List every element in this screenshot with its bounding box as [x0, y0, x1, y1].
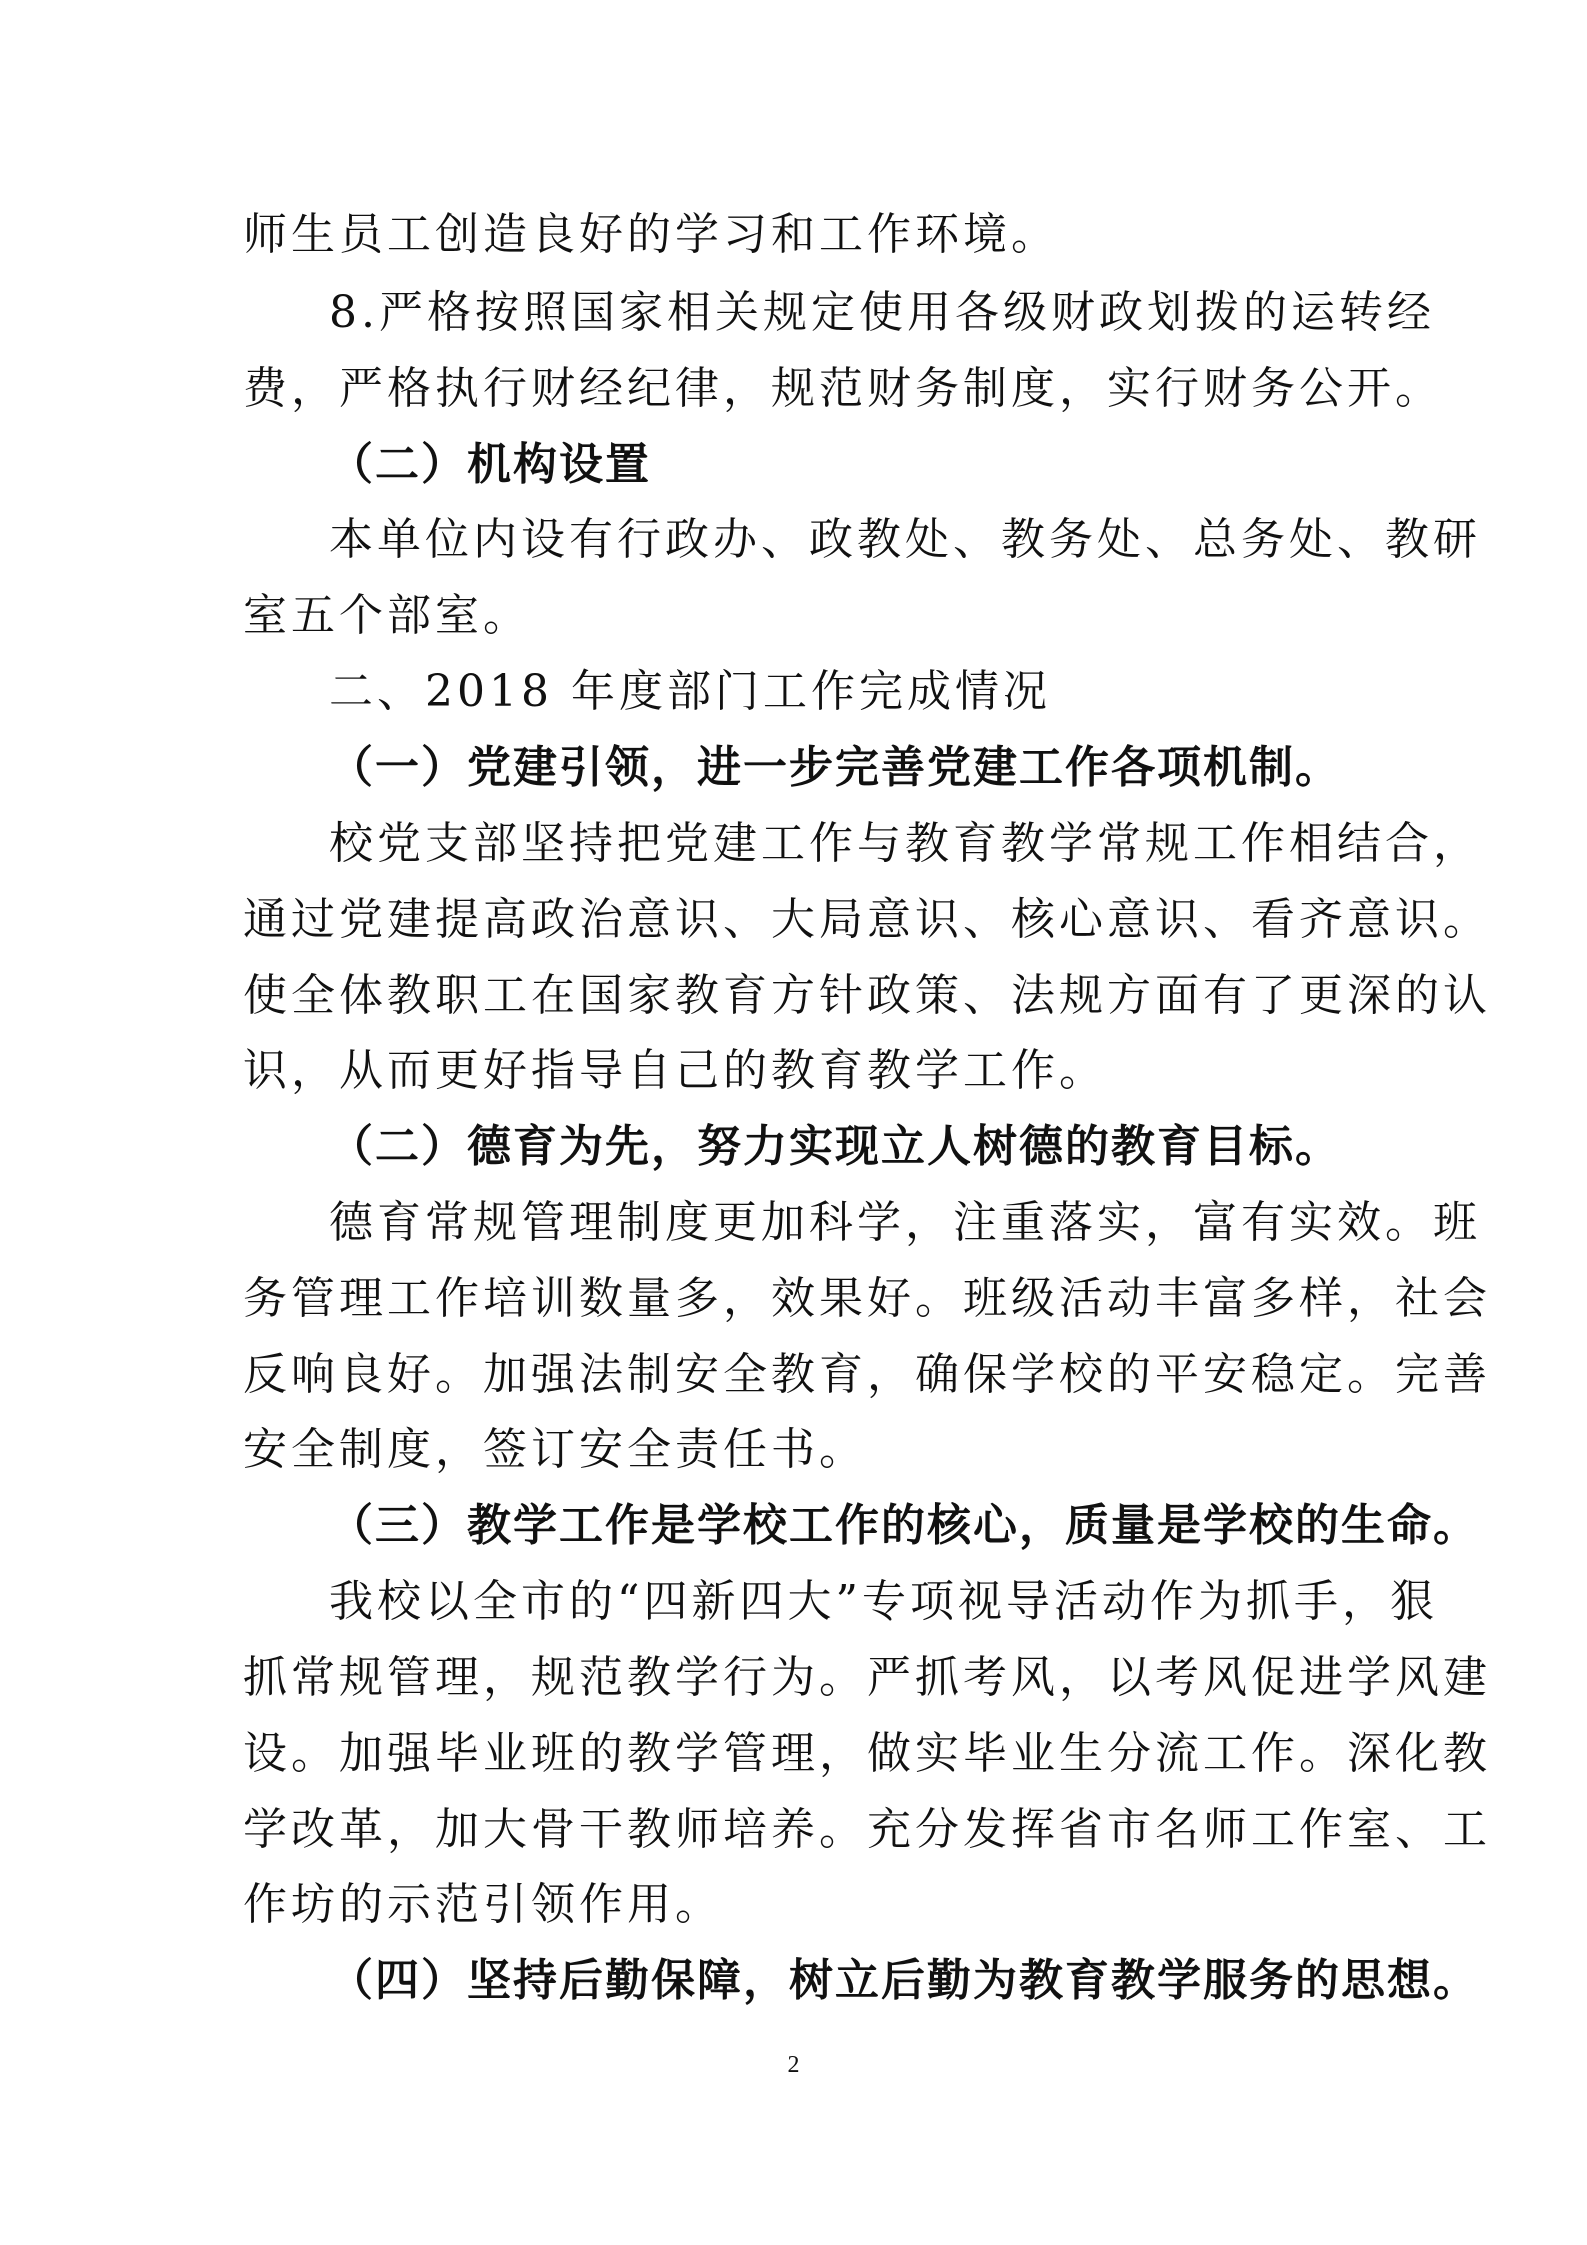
paragraph-line: 8.严格按照国家相关规定使用各级财政划拨的运转经: [329, 287, 1435, 338]
paragraph-line: 室五个部室。: [243, 590, 531, 641]
paragraph-line: 务管理工作培训数量多，效果好。班级活动丰富多样，社会: [243, 1273, 1491, 1324]
paragraph-line: 识，从而更好指导自己的教育教学工作。: [243, 1045, 1107, 1096]
paragraph-line: 反响良好。加强法制安全教育，确保学校的平安稳定。完善: [243, 1349, 1491, 1400]
paragraph-line: 费，严格执行财经纪律，规范财务制度，实行财务公开。: [243, 363, 1443, 414]
section-heading: （二）德育为先，努力实现立人树德的教育目标。: [329, 1121, 1341, 1172]
paragraph-line: 学改革，加大骨干教师培养。充分发挥省市名师工作室、工: [243, 1804, 1491, 1855]
section-heading: （三）教学工作是学校工作的核心，质量是学校的生命。: [329, 1500, 1479, 1551]
paragraph-line: 师生员工创造良好的学习和工作环境。: [243, 209, 1059, 260]
paragraph-line: 我校以全市的“四新四大”专项视导活动作为抓手，狠: [329, 1576, 1438, 1627]
paragraph-line: 抓常规管理，规范教学行为。严抓考风，以考风促进学风建: [243, 1652, 1491, 1703]
section-heading: （一）党建引领，进一步完善党建工作各项机制。: [329, 742, 1341, 793]
section-heading: （二）机构设置: [329, 439, 651, 490]
paragraph-line: 本单位内设有行政办、政教处、教务处、总务处、教研: [329, 514, 1481, 565]
section-heading: 二、2018 年度部门工作完成情况: [329, 666, 1051, 717]
page-number: 2: [787, 2052, 800, 2078]
paragraph-line: 使全体教职工在国家教育方针政策、法规方面有了更深的认: [243, 970, 1491, 1021]
section-heading: （四）坚持后勤保障，树立后勤为教育教学服务的思想。: [329, 1955, 1479, 2006]
paragraph-line: 设。加强毕业班的教学管理，做实毕业生分流工作。深化教: [243, 1728, 1491, 1779]
paragraph-line: 作坊的示范引领作用。: [243, 1879, 723, 1930]
paragraph-line: 安全制度，签订安全责任书。: [243, 1424, 867, 1475]
paragraph-line: 德育常规管理制度更加科学，注重落实，富有实效。班: [329, 1197, 1481, 1248]
paragraph-line: 通过党建提高政治意识、大局意识、核心意识、看齐意识。: [243, 894, 1491, 945]
paragraph-line: 校党支部坚持把党建工作与教育教学常规工作相结合，: [329, 818, 1481, 869]
